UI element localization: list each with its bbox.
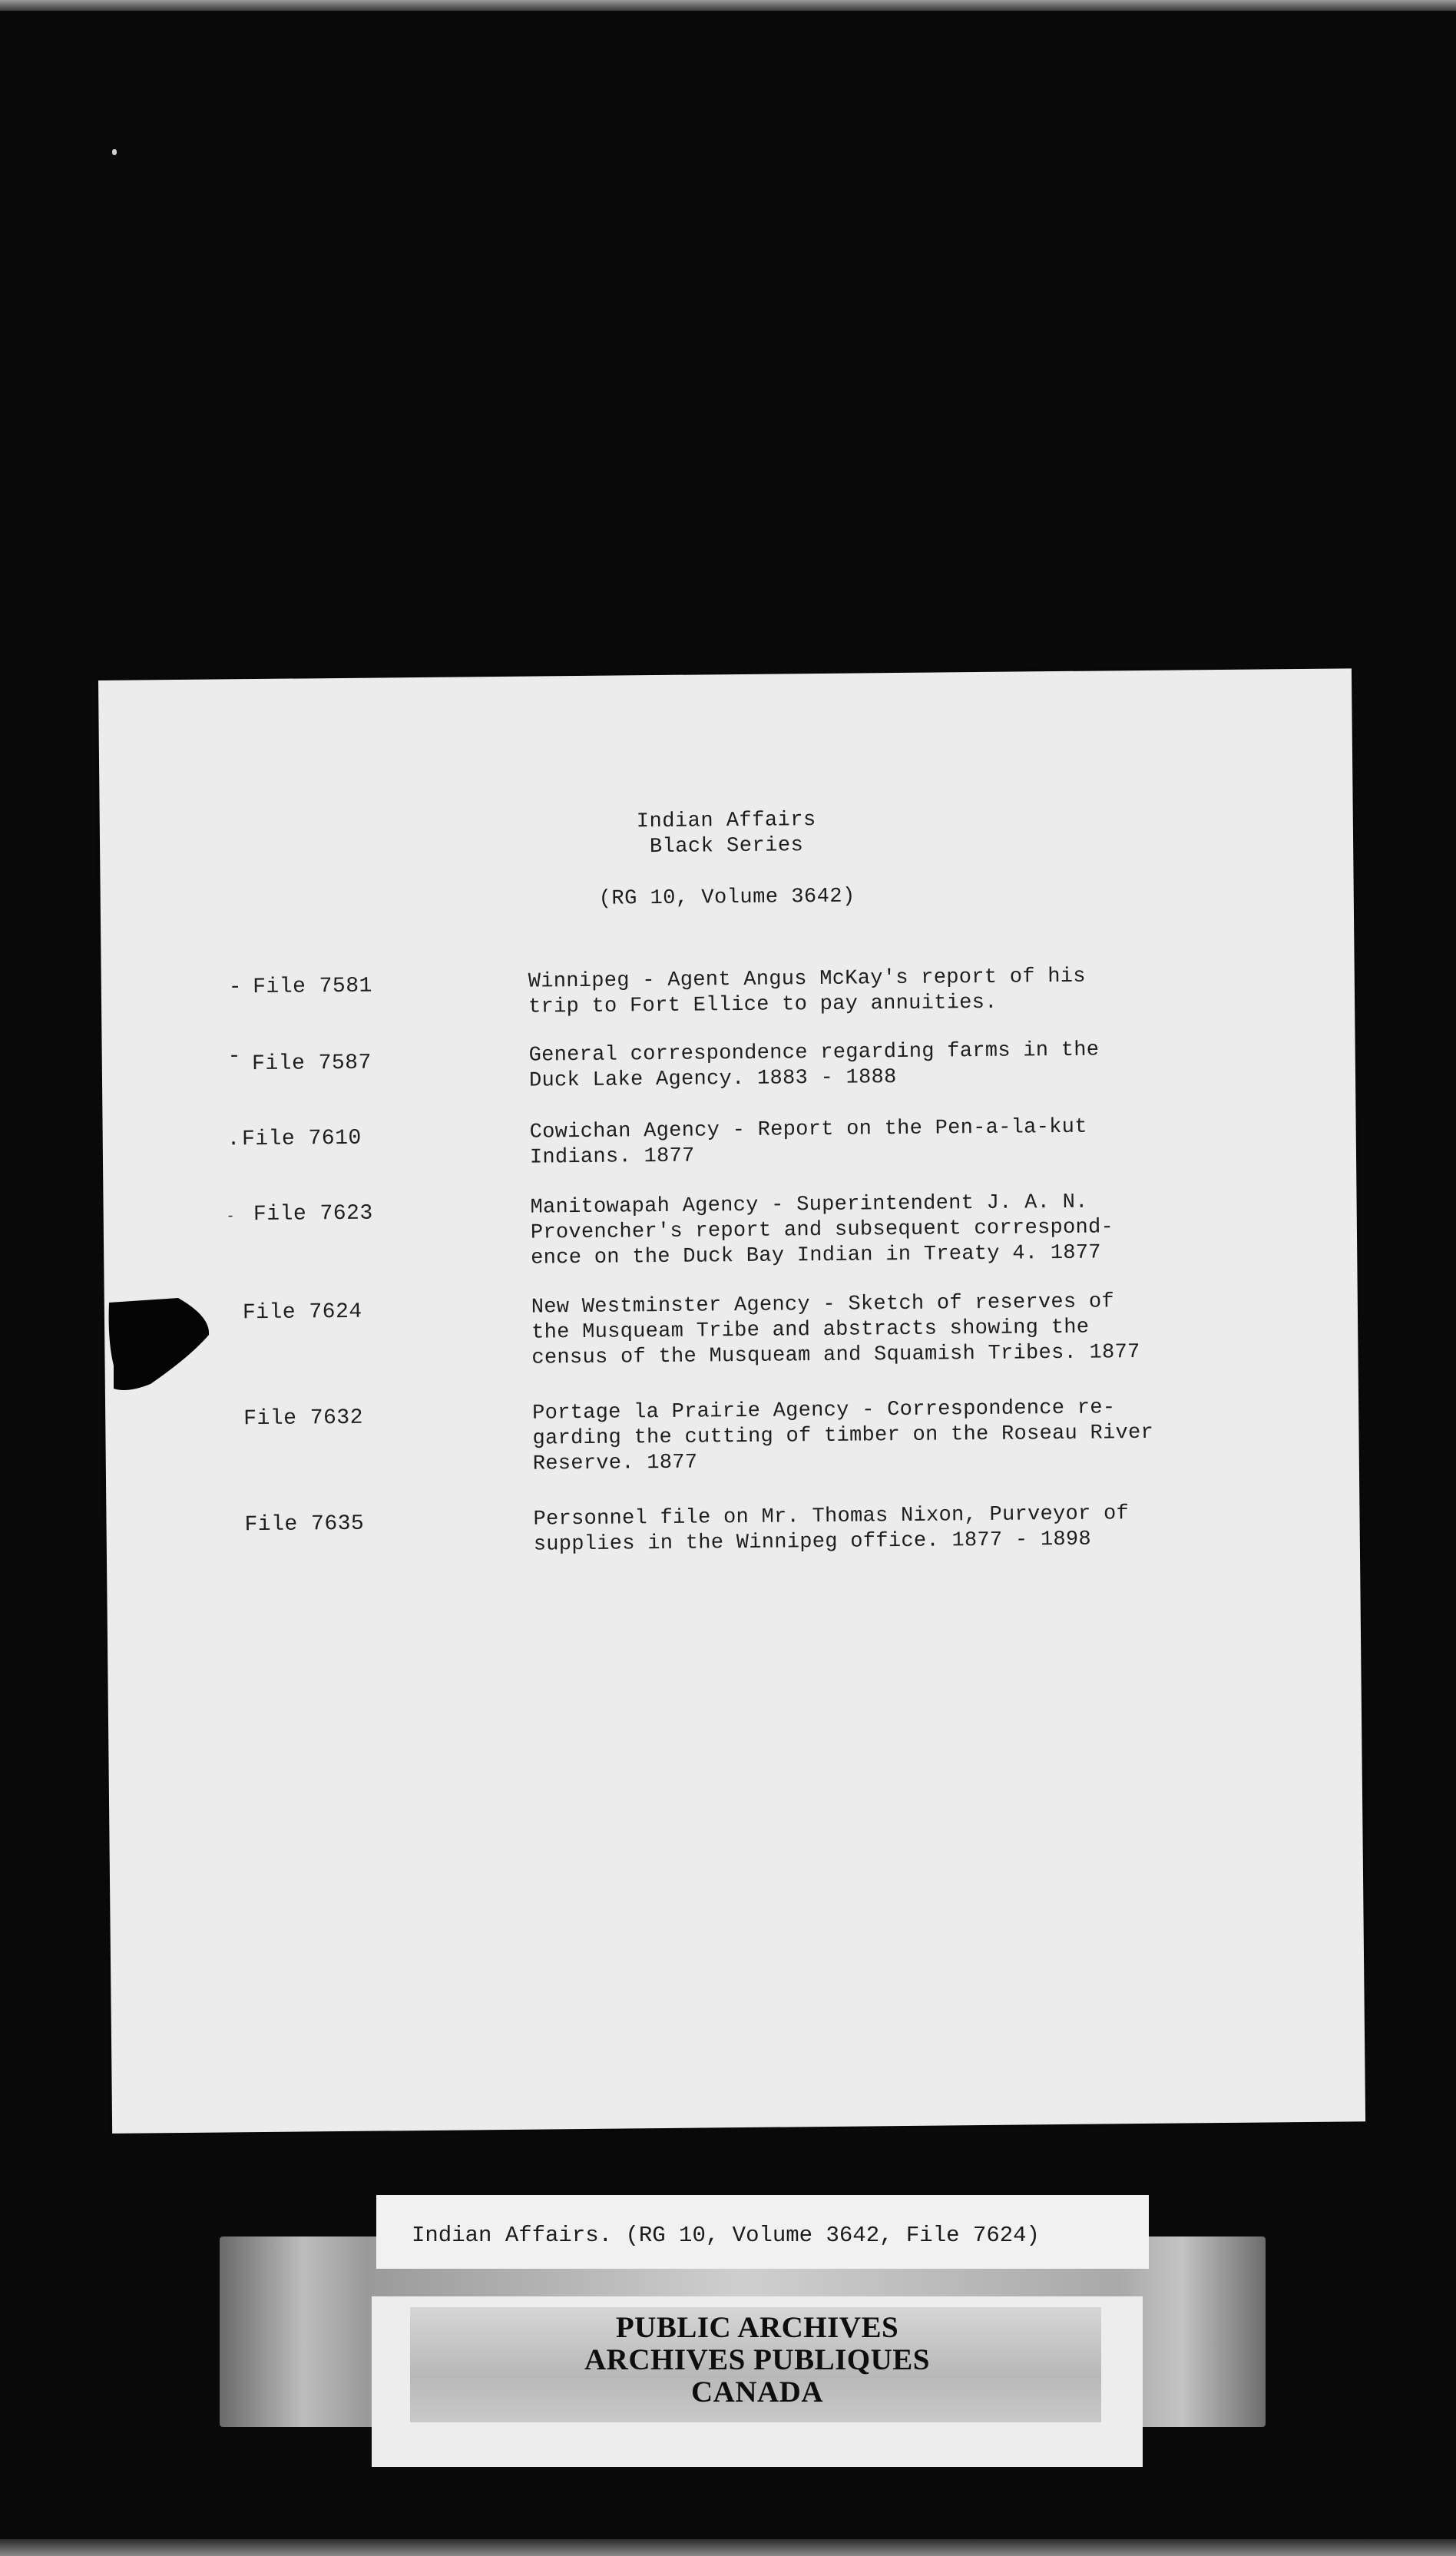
entry-file-label: - File 7623 bbox=[226, 1201, 373, 1227]
description-line: Provencher's report and subsequent correspond- bbox=[530, 1216, 1114, 1245]
document-page bbox=[98, 668, 1365, 2134]
entry-description bbox=[531, 1288, 1315, 1372]
entry-description bbox=[532, 1394, 1316, 1478]
description-line: Cowichan Agency - Report on the Pen-a-la-kut bbox=[529, 1115, 1087, 1144]
stamp-line-english: PUBLIC ARCHIVES bbox=[615, 2311, 899, 2344]
check-mark: . bbox=[227, 1127, 241, 1152]
description-line: Duck Lake Agency. 1883 - 1888 bbox=[528, 1066, 897, 1093]
entry-file-label: - File 7581 bbox=[228, 974, 373, 1000]
entry-file-label: - File 7587 bbox=[227, 1045, 372, 1077]
entry-file-label: .File 7610 bbox=[227, 1126, 362, 1152]
check-mark: - bbox=[228, 975, 243, 1000]
description-line: Personnel file on Mr. Thomas Nixon, Purveyor of bbox=[533, 1502, 1130, 1531]
description-line: trip to Fort Ellice to pay annuities. bbox=[528, 991, 998, 1019]
description-line: Indians. 1877 bbox=[529, 1144, 695, 1170]
film-top-edge bbox=[0, 0, 1456, 11]
entry-description bbox=[528, 962, 1312, 1021]
header-title: Indian Affairs bbox=[636, 809, 816, 834]
description-line: General correspondence regarding farms in the bbox=[528, 1038, 1100, 1068]
entry-file-label: File 7624 bbox=[242, 1300, 362, 1326]
description-line: supplies in the Winnipeg office. 1877 - 1898 bbox=[533, 1528, 1092, 1557]
entry-description bbox=[530, 1113, 1314, 1171]
header-volume: (RG 10, Volume 3642) bbox=[598, 885, 855, 911]
description-line: Winnipeg - Agent Angus McKay's report of his bbox=[528, 965, 1087, 994]
archives-stamp bbox=[372, 2296, 1143, 2467]
film-speck bbox=[112, 149, 117, 155]
description-line: census of the Musqueam and Squamish Tribes. 1877 bbox=[531, 1341, 1140, 1370]
stamp-line-country: CANADA bbox=[691, 2376, 823, 2409]
check-mark: - bbox=[227, 1045, 242, 1069]
description-line: the Musqueam Tribe and abstracts showing the bbox=[531, 1316, 1090, 1345]
description-line: garding the cutting of timber on the Roseau River bbox=[532, 1421, 1154, 1451]
entry-file-label: File 7632 bbox=[243, 1405, 364, 1432]
entry-file-label: File 7635 bbox=[244, 1511, 365, 1538]
film-bottom-edge bbox=[0, 2539, 1456, 2556]
entry-description bbox=[529, 1036, 1313, 1094]
header-series: Black Series bbox=[649, 834, 804, 859]
check-mark: - bbox=[226, 1209, 236, 1225]
description-line: Reserve. 1877 bbox=[532, 1451, 698, 1476]
entry-description bbox=[530, 1188, 1314, 1272]
description-line: New Westminster Agency - Sketch of reserves of bbox=[531, 1290, 1115, 1319]
entry-description bbox=[533, 1500, 1317, 1558]
description-line: ence on the Duck Bay Indian in Treaty 4. 1877 bbox=[531, 1241, 1101, 1270]
stamp-line-french: ARCHIVES PUBLIQUES bbox=[584, 2343, 931, 2376]
description-line: Manitowapah Agency - Superintendent J. A. N. bbox=[530, 1190, 1088, 1220]
caption-card bbox=[376, 2195, 1149, 2269]
description-line: Portage la Prairie Agency - Correspondence re- bbox=[532, 1396, 1116, 1425]
pointer-tab-icon bbox=[104, 1295, 220, 1395]
caption-text: Indian Affairs. (RG 10, Volume 3642, File 7624) bbox=[412, 2223, 1040, 2248]
